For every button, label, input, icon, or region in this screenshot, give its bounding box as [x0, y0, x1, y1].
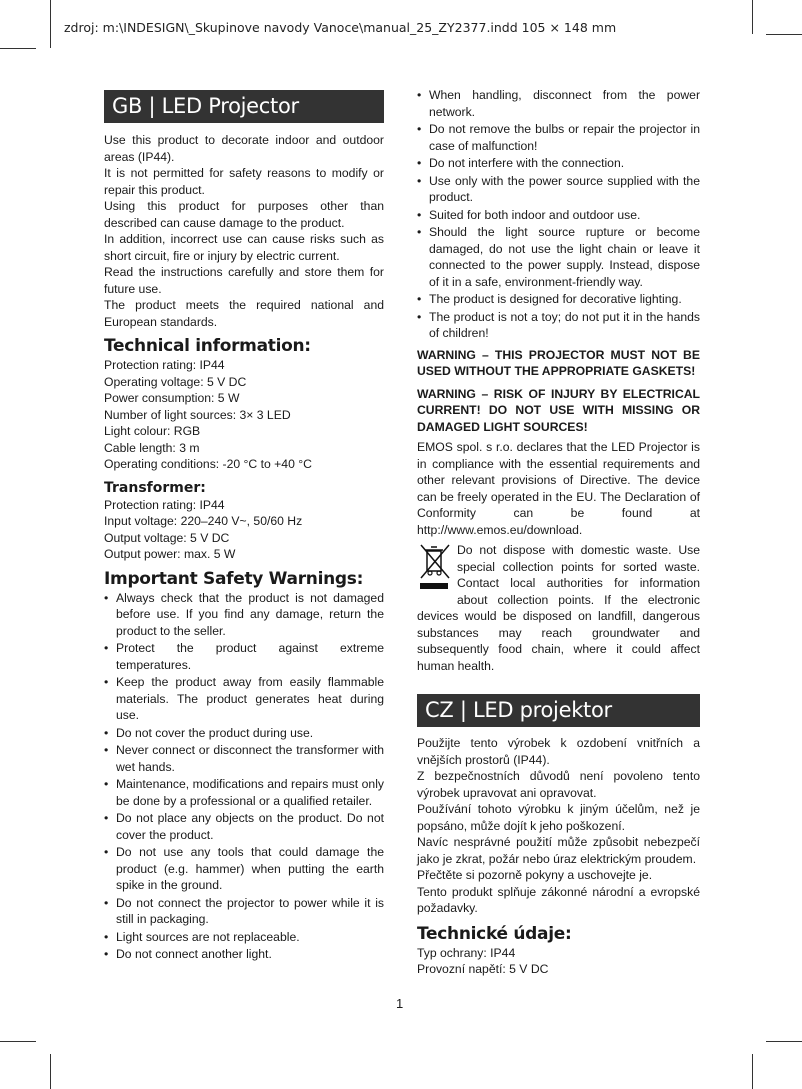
- intro-paragraph: Používání tohoto výrobku k jiným účelům, než je popsáno, může dojít k jeho poškození.: [417, 802, 700, 833]
- safety-list: [104, 590, 384, 963]
- file-slug: zdroj: m:\INDESIGN\_Skupinove navody Vanoce\manual_25_ZY2377.indd 105 × 148 mm: [64, 20, 617, 35]
- technical-info-heading-cz: Technické údaje:: [417, 923, 572, 944]
- crop-mark: [766, 1041, 802, 1042]
- list-item: • Never connect or disconnect the transformer with wet hands.: [104, 742, 384, 775]
- intro-paragraph: Tento produkt splňuje zákonné národní a evropské požadavky.: [417, 884, 700, 915]
- list-item: • Should the light source rupture or become damaged, do not use the light chain or leave it connected to the power supply. Instead, dispose of it in a safe, environment-friendly way.: [417, 224, 700, 290]
- list-item: • Do not remove the bulbs or repair the projector in case of malfunction!: [417, 121, 700, 154]
- intro-paragraph: Z bezpečnostních důvodů není povoleno tento výrobek upravovat ani opravovat.: [417, 769, 700, 800]
- list-item: • Do not place any objects on the product. Do not cover the product.: [104, 810, 384, 843]
- crop-mark: [50, 1054, 51, 1089]
- transformer-spec-line: Output power: max. 5 W: [104, 547, 236, 561]
- spec-line: Power consumption: 5 W: [104, 391, 240, 405]
- spec-line: Number of light sources: 3× 3 LED: [104, 407, 291, 422]
- transformer-spec-line: Output voltage: 5 V DC: [104, 530, 230, 545]
- transformer-spec-line: Input voltage: 220–240 V~, 50/60 Hz: [104, 514, 303, 528]
- list-item: • Maintenance, modifications and repairs must only be done by a professional or a qualified retailer.: [104, 776, 384, 809]
- crop-mark: [752, 1054, 753, 1089]
- list-item: • Light sources are not replaceable.: [104, 929, 384, 946]
- crossed-bin-icon: [417, 542, 453, 592]
- intro-paragraph: Read the instructions carefully and store them for future use.: [104, 265, 384, 296]
- intro-paragraph: It is not permitted for safety reasons to modify or repair this product.: [104, 166, 384, 197]
- warning-electrical: WARNING – RISK OF INJURY BY ELECTRICAL CURRENT! DO NOT USE WITH MISSING OR DAMAGED LIGHT SOURCES!: [417, 386, 700, 434]
- intro-paragraph: Přečtěte si pozorně pokyny a uschovejte je.: [417, 868, 653, 882]
- disposal-text: Do not dispose with domestic waste. Use special collection points for sorted waste. Contact local authorities for information about collection points. If the electronic devices would be disposed on landfill, dangerous substances may reach groundwater and subsequently food chain, where it could affect human health.: [417, 543, 700, 673]
- list-item: • Do not interfere with the connection.: [417, 155, 700, 172]
- crop-mark: [766, 34, 802, 35]
- crop-mark: [50, 0, 51, 48]
- intro-paragraph: In addition, incorrect use can cause risks such as short circuit, fire or injury by electric current.: [104, 232, 384, 263]
- list-item: • Use only with the power source supplied with the product.: [417, 173, 700, 206]
- weee-bar: [420, 583, 448, 589]
- list-item: • Keep the product away from easily flammable materials. The product generates heat during use.: [104, 674, 384, 724]
- transformer-heading: Transformer:: [104, 479, 206, 496]
- list-item: • Do not use any tools that could damage the product (e.g. hammer) when putting the earth spike in the ground.: [104, 844, 384, 894]
- crop-mark: [0, 48, 36, 49]
- spec-line: Cable length: 3 m: [104, 440, 200, 455]
- left-column: [104, 90, 384, 964]
- intro-paragraph: Navíc nesprávné použití může způsobit nebezpečí jako je zkrat, požár nebo úraz elektrickým proudem.: [417, 835, 700, 866]
- safety-warnings-heading: Important Safety Warnings:: [104, 568, 364, 589]
- spec-line: Protection rating: IP44: [104, 358, 225, 372]
- safety-list-continued: [417, 87, 700, 342]
- list-item: • Protect the product against extreme temperatures.: [104, 640, 384, 673]
- list-item: • The product is not a toy; do not put it in the hands of children!: [417, 309, 700, 342]
- list-item: • When handling, disconnect from the power network.: [417, 87, 700, 120]
- spec-line: Operating conditions: -20 °C to +40 °C: [104, 457, 312, 471]
- crop-mark: [0, 1041, 36, 1042]
- declaration-text: EMOS spol. s r.o. declares that the LED Projector is in compliance with the essential requirements and other relevant provisions of Directive. The device can be freely operated in the EU. The Declaration of Conformity can be found at http://www.emos.eu/download.: [417, 440, 700, 537]
- intro-paragraph: Using this product for purposes other than described can cause damage to the product.: [104, 199, 384, 230]
- transformer-spec-line: Protection rating: IP44: [104, 497, 225, 512]
- list-item: • Always check that the product is not damaged before use. If you find any damage, return the product to the seller.: [104, 590, 384, 640]
- section-title-cz: CZ | LED projektor: [417, 694, 700, 727]
- crop-mark: [752, 0, 753, 34]
- spec-line: Light colour: RGB: [104, 424, 201, 438]
- spec-line: Operating voltage: 5 V DC: [104, 374, 247, 389]
- section-title-gb: GB | LED Projector: [104, 90, 384, 123]
- technical-info-heading: Technical information:: [104, 336, 311, 356]
- disposal-block: [417, 542, 700, 674]
- intro-paragraph: Použijte tento výrobek k ozdobení vnitřních a vnějších prostorů (IP44).: [417, 736, 700, 767]
- warning-gaskets: WARNING – THIS PROJECTOR MUST NOT BE USED WITHOUT THE APPROPRIATE GASKETS!: [417, 347, 700, 378]
- intro-paragraph: The product meets the required national and European standards.: [104, 298, 384, 329]
- list-item: • Do not connect the projector to power while it is still in packaging.: [104, 895, 384, 928]
- spec-line: Provozní napětí: 5 V DC: [417, 962, 549, 976]
- list-item: • The product is designed for decorative lighting.: [417, 291, 700, 308]
- list-item: • Do not cover the product during use.: [104, 725, 384, 742]
- list-item: • Do not connect another light.: [104, 946, 384, 963]
- list-item: • Suited for both indoor and outdoor use.: [417, 207, 700, 224]
- intro-paragraph: Use this product to decorate indoor and outdoor areas (IP44).: [104, 133, 384, 164]
- page-number: 1: [396, 996, 404, 1011]
- spec-line: Typ ochrany: IP44: [417, 945, 516, 960]
- right-column: [417, 87, 700, 978]
